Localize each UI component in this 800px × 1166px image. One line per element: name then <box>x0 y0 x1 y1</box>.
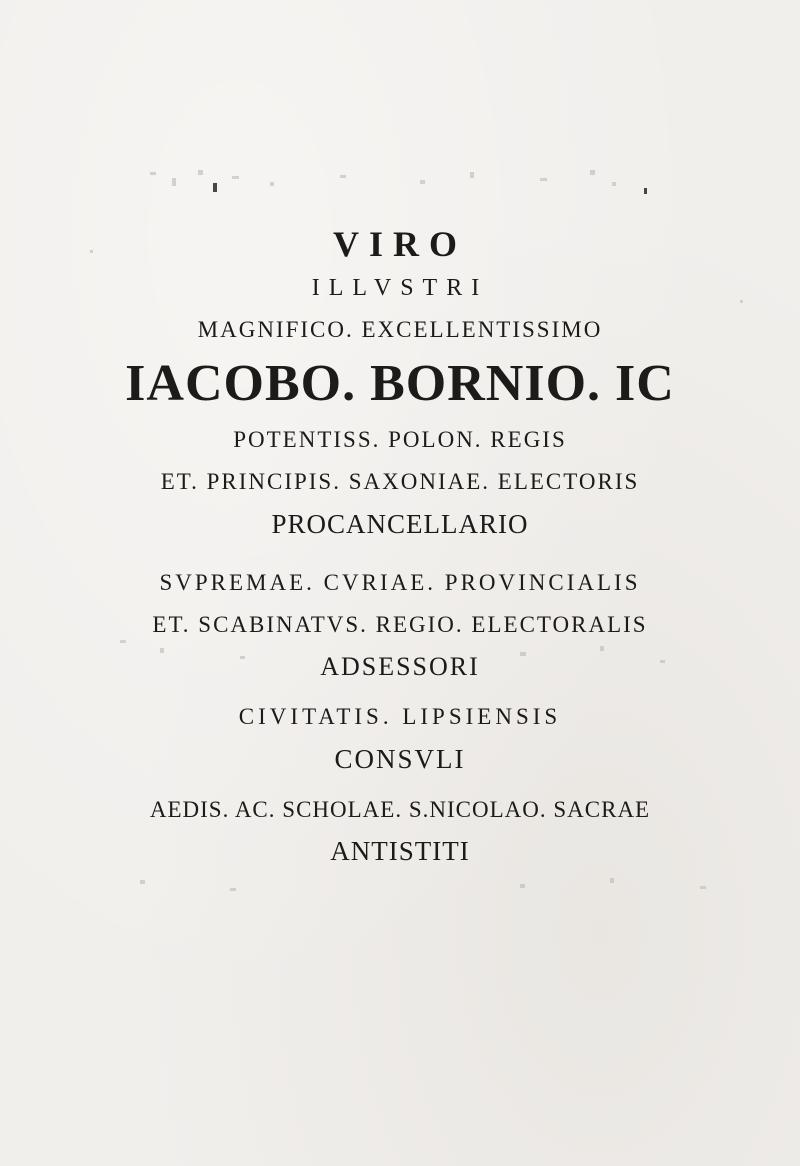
dedication-line-potentiss: POTENTISS. POLON. REGIS <box>233 427 567 452</box>
dedication-line-adsessori: ADSESSORI <box>320 652 480 681</box>
dedication-line-procancellario: PROCANCELLARIO <box>271 509 529 539</box>
dedication-line-civitatis: CIVITATIS. LIPSIENSIS <box>238 704 562 729</box>
dedication-line-viro: VIRO <box>332 224 467 264</box>
dedication-line-svpremae: SVPREMAE. CVRIAE. PROVINCIALIS <box>159 570 641 595</box>
dedication-line-scabinatvs: ET. SCABINATVS. REGIO. ELECTORALIS <box>152 612 648 637</box>
dedication-line-aedis: AEDIS. AC. SCHOLAE. S.NICOLAO. SACRAE <box>149 797 651 822</box>
dedication-line-illvstri: ILLVSTRI <box>311 275 489 301</box>
dedication-line-magnifico: MAGNIFICO. EXCELLENTISSIMO <box>197 317 603 342</box>
dedication-line-antistiti: ANTISTITI <box>330 836 470 866</box>
dedication-line-name: IACOBO. BORNIO. IC <box>125 355 675 412</box>
dedication-line-principis: ET. PRINCIPIS. SAXONIAE. ELECTORIS <box>160 469 640 494</box>
dedication-line-consvli: CONSVLI <box>334 744 466 774</box>
